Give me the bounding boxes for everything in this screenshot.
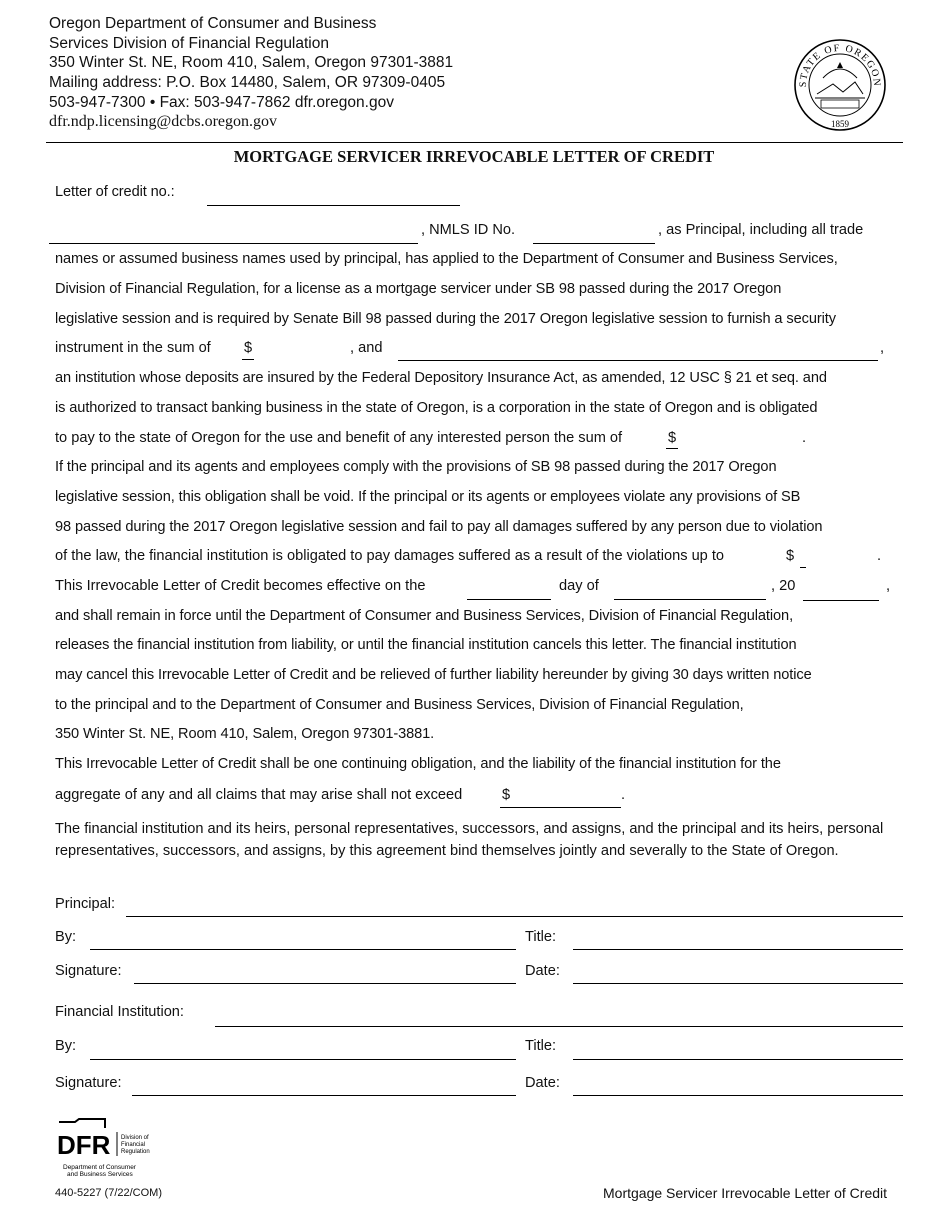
principal-signature-name-field[interactable]	[126, 916, 903, 917]
financial-institution-label: Financial Institution:	[55, 1004, 184, 1020]
agency-name-line-2: Services Division of Financial Regulation	[49, 35, 329, 52]
header-rule	[46, 142, 903, 143]
form-number: 440-5227 (7/22/COM)	[55, 1187, 162, 1199]
oregon-state-seal-icon	[793, 38, 887, 132]
logo-dept-line-2: and Business Services	[67, 1171, 133, 1178]
seal-top-text: STATE OF OREGON	[797, 42, 883, 88]
logo-financial: Financial	[121, 1142, 146, 1148]
nmls-id-field[interactable]	[533, 243, 655, 244]
body-line-18: 350 Winter St. NE, Room 410, Salem, Oregon 97301-3881.	[55, 726, 435, 742]
fi-title-label: Title:	[525, 1038, 557, 1054]
body-line-15: releases the financial institution from liability, or until the financial institution cancels this letter. The financial institution	[55, 637, 797, 653]
body-line-4: legislative session and is required by Senate Bill 98 passed during the 2017 Oregon legislative session to furnish a security	[55, 311, 836, 327]
dollar-sign-4: $	[502, 787, 511, 803]
logo-division: Division of	[121, 1135, 149, 1141]
damages-amount-field[interactable]	[800, 567, 806, 568]
fi-by-field[interactable]	[90, 1059, 516, 1060]
body-line-6: an institution whose deposits are insured by the Federal Depository Insurance Act, as amended, 12 USC § 21 et seq. and	[55, 370, 827, 386]
body-line-20: aggregate of any and all claims that may arise shall not exceed	[55, 787, 463, 803]
principal-title-label: Title:	[525, 929, 557, 945]
principal-title-field[interactable]	[573, 949, 903, 950]
body-line-8: to pay to the state of Oregon for the use and benefit of any interested person the sum of	[55, 430, 623, 446]
principal-by-label: By:	[55, 929, 77, 945]
dollar-sign-1: $	[244, 340, 253, 356]
financial-institution-field[interactable]	[215, 1026, 903, 1027]
street-address: 350 Winter St. NE, Room 410, Salem, Oregon 97301-3881	[49, 54, 454, 71]
email-address	[49, 112, 277, 132]
body-line-10: legislative session, this obligation shall be void. If the principal or its agents or employees violate any provisions of SB	[55, 489, 801, 505]
agency-name-line-1: Oregon Department of Consumer and Business	[49, 15, 377, 32]
principal-label: Principal:	[55, 896, 116, 912]
email-text: dfr.ndp.licensing@dcbs.oregon.gov	[49, 113, 278, 130]
period-3: .	[621, 787, 626, 803]
aggregate-amount-field[interactable]	[500, 807, 621, 808]
body-line-17: to the principal and to the Department of Consumer and Business Services, Division of Financial Regulation,	[55, 697, 744, 713]
fi-title-field[interactable]	[573, 1059, 903, 1060]
period-1: .	[802, 430, 807, 446]
day-of-label: day of	[559, 578, 599, 594]
principal-by-field[interactable]	[90, 949, 516, 950]
body-line-3: Division of Financial Regulation, for a license as a mortgage servicer under SB 98 passed during the 2017 Oregon	[55, 281, 782, 297]
nmls-label: , NMLS ID No.	[421, 222, 516, 238]
security-amount-field[interactable]	[242, 359, 254, 360]
body-line-14: and shall remain in force until the Department of Consumer and Business Services, Division of Financial Regulation,	[55, 608, 794, 624]
fi-by-label: By:	[55, 1038, 77, 1054]
logo-regulation: Regulation	[121, 1149, 150, 1155]
footer-form-title: Mortgage Servicer Irrevocable Letter of Credit	[603, 1185, 888, 1201]
fi-date-label: Date:	[525, 1075, 560, 1091]
principal-signature-label: Signature:	[55, 963, 122, 979]
principal-tail-text: , as Principal, including all trade	[658, 222, 864, 238]
body-line-7: is authorized to transact banking business in the state of Oregon, is a corporation in the state of Oregon and is obligated	[55, 400, 818, 416]
seal-year: 1859	[831, 119, 849, 129]
body-line-9: If the principal and its agents and employees comply with the provisions of SB 98 passed during the 2017 Oregon	[55, 459, 777, 475]
body-line-16: may cancel this Irrevocable Letter of Credit and be relieved of further liability hereunder by giving 30 days written notice	[55, 667, 812, 683]
body-line-12: of the law, the financial institution is obligated to pay damages suffered as a result of the violations up to	[55, 548, 725, 564]
effective-date-label: This Irrevocable Letter of Credit becomes effective on the	[55, 578, 426, 594]
effective-day-field[interactable]	[467, 599, 551, 600]
effective-year-field[interactable]	[803, 600, 879, 601]
fi-signature-field[interactable]	[132, 1095, 516, 1096]
sum-label: instrument in the sum of	[55, 340, 211, 356]
principal-date-field[interactable]	[573, 983, 903, 984]
fi-signature-label: Signature:	[55, 1075, 122, 1091]
body-line-11: 98 passed during the 2017 Oregon legislative session and fail to pay all damages suffered by any person due to violation	[55, 519, 823, 535]
binding-paragraph: The financial institution and its heirs, personal representatives, successors, and assigns, and the principal and its heirs, personal representatives, successors, and assigns, by this agreement bind themselves jointly and severally to the State of Oregon.	[55, 821, 884, 859]
loc-number-field[interactable]	[207, 205, 460, 206]
logo-dept-line-1: Department of Consumer	[63, 1164, 136, 1171]
interested-person-amount-field[interactable]	[666, 448, 678, 449]
principal-signature-field[interactable]	[134, 983, 516, 984]
dfr-logo-icon	[55, 1118, 175, 1180]
period-2: .	[877, 548, 882, 564]
phone-fax-web: 503-947-7300 • Fax: 503-947-7862 dfr.oregon.gov	[49, 94, 394, 111]
comma-text: ,	[880, 340, 885, 356]
mailing-address: Mailing address: P.O. Box 14480, Salem, OR 97309-0405	[49, 74, 446, 91]
and-text: , and	[350, 340, 383, 356]
dollar-sign-3: $	[786, 548, 795, 564]
loc-number-label: Letter of credit no.:	[55, 184, 175, 200]
document-title: MORTGAGE SERVICER IRREVOCABLE LETTER OF CREDIT	[233, 147, 715, 166]
letter-of-credit-row	[55, 184, 175, 200]
body-line-19: This Irrevocable Letter of Credit shall be one continuing obligation, and the liability of the financial institution for the	[55, 756, 781, 772]
principal-name-field[interactable]	[49, 243, 418, 244]
principal-date-label: Date:	[525, 963, 560, 979]
dollar-sign-2: $	[668, 430, 677, 446]
year-prefix-label: , 20	[771, 578, 796, 594]
fi-date-field[interactable]	[573, 1095, 903, 1096]
effective-month-field[interactable]	[614, 599, 766, 600]
body-line-2: names or assumed business names used by principal, has applied to the Department of Consumer and Business Services,	[55, 251, 838, 267]
comma-text-2: ,	[886, 578, 891, 594]
financial-institution-name-field[interactable]	[398, 360, 878, 361]
logo-dfr-text: DFR	[57, 1130, 111, 1160]
